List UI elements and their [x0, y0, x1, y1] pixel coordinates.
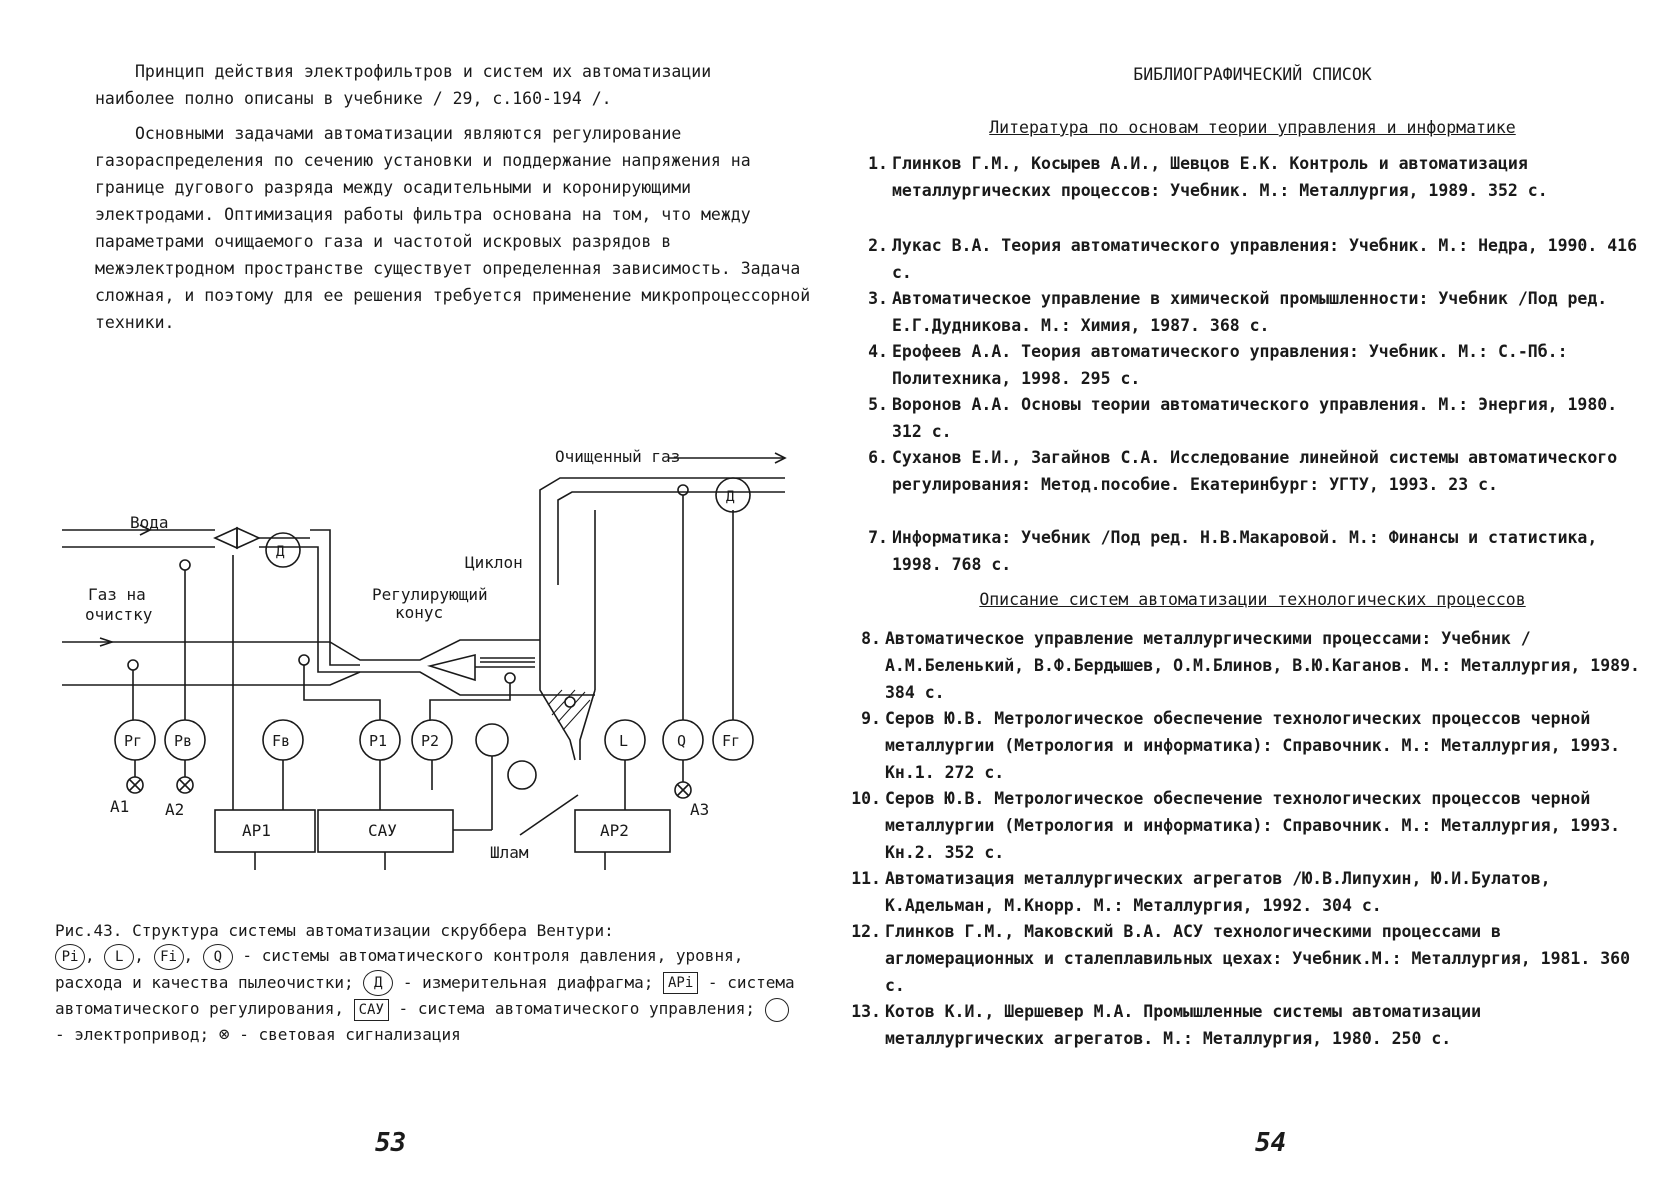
bib-entry-5	[868, 391, 1652, 445]
bib-entry-8	[861, 625, 1645, 706]
entry-number: 8.	[861, 629, 881, 648]
regulator-symbol: APi	[663, 972, 698, 994]
bib-entry-1	[868, 150, 1652, 204]
flow-symbol: Fi	[154, 944, 184, 970]
label-cone-2: конус	[395, 603, 444, 622]
quality-symbol: Q	[203, 944, 233, 970]
entry-text: Котов К.И., Шершевер М.А. Промышленные системы автоматизации металлургических агрегатов. М.: Металлургия, 1980. 250 с.	[885, 1002, 1482, 1048]
caption-text-5: - электропривод;	[55, 1024, 210, 1044]
bib-entry-10	[851, 785, 1645, 866]
caption-body: Pi , L , Fi , Q - системы автоматического контроля давления, уровня, расхода и качества пылеочистки; Д - измерительная диафрагма; APi - система автоматического регулирования, САУ - система автоматического управления; - электропривод; ⊗ - световая сигнализация	[55, 943, 795, 1047]
label-pg: Pг	[124, 732, 143, 750]
label-gas-in-1: Газ на	[88, 585, 146, 604]
entry-number: 10.	[851, 789, 881, 808]
venturi-scrubber-diagram	[0, 0, 820, 880]
section-systems-title: Описание систем автоматизации технологических процессов	[979, 590, 1526, 609]
label-q: Q	[677, 732, 687, 750]
entry-text: Суханов Е.И., Загайнов С.А. Исследование линейной системы автоматического регулирования: Метод.пособие. Екатеринбург: УГТУ, 1993. 23 с.	[892, 448, 1618, 494]
label-d2: Д	[726, 489, 735, 505]
entry-number: 12.	[851, 922, 881, 941]
page-number-right: 54	[1255, 1128, 1287, 1158]
pressure-symbol: Pi	[55, 944, 85, 970]
left-page	[0, 0, 820, 1195]
label-a3: A3	[690, 800, 710, 819]
bibliography-title: БИБЛИОГРАФИЧЕСКИЙ СПИСОК	[1133, 65, 1372, 84]
bib-entry-3	[868, 285, 1652, 339]
label-ar2: AP2	[600, 821, 629, 840]
label-pv: Pв	[174, 732, 193, 750]
entry-text: Автоматическое управление в химической промышленности: Учебник /Под ред. Е.Г.Дудникова. М.: Химия, 1987. 368 с.	[892, 289, 1608, 335]
bib-entry-11	[851, 865, 1645, 919]
bib-entry-9	[861, 705, 1645, 786]
label-clean-gas: Очищенный газ	[555, 447, 681, 466]
label-sau: САУ	[368, 821, 397, 840]
entry-number: 2.	[868, 236, 888, 255]
figure-caption	[55, 918, 795, 1047]
entry-number: 4.	[868, 342, 888, 361]
entry-text: Серов Ю.В. Метрологическое обеспечение технологических процессов черной металлургии (Метрология и информатика): Справочник. М.: Металлургия, 1993. Кн.1. 272 с.	[885, 709, 1621, 782]
label-p1: P1	[369, 732, 388, 750]
label-sludge: Шлам	[490, 843, 529, 862]
entry-number: 11.	[851, 869, 881, 888]
bib-entry-7	[868, 524, 1652, 578]
bib-entry-4	[868, 338, 1652, 392]
label-ar1: AP1	[242, 821, 271, 840]
label-gas-in-2: очистку	[85, 605, 153, 624]
diaphragm-symbol: Д	[363, 970, 393, 996]
entry-text: Воронов А.А. Основы теории автоматического управления. М.: Энергия, 1980. 312 с.	[892, 395, 1618, 441]
bib-entry-6	[868, 444, 1652, 498]
entry-number: 5.	[868, 395, 888, 414]
intro-paragraph: Принцип действия электрофильтров и систем их автоматизации наиболее полно описаны в учебнике / 29, с.160-194 /.	[95, 62, 722, 108]
entry-number: 3.	[868, 289, 888, 308]
entry-number: 7.	[868, 528, 888, 547]
label-cone-1: Регулирующий	[372, 585, 488, 604]
caption-text-4: - система автоматического управления;	[388, 999, 755, 1018]
label-a1: A1	[110, 797, 130, 816]
entry-number: 13.	[851, 1002, 881, 1021]
bib-entry-2	[868, 232, 1652, 286]
entry-text: Автоматизация металлургических агрегатов /Ю.В.Липухин, Ю.И.Булатов, К.Адельман, М.Кнорр. М.: Металлургия, 1992. 304 с.	[885, 869, 1551, 915]
label-fg: Fг	[722, 732, 741, 750]
entry-number: 1.	[868, 154, 888, 173]
entry-text: Лукас В.А. Теория автоматического управления: Учебник. М.: Недра, 1990. 416 с.	[892, 236, 1638, 282]
label-cyclone: Циклон	[465, 553, 523, 572]
entry-number: 9.	[861, 709, 881, 728]
entry-text: Автоматическое управление металлургическими процессами: Учебник /А.М.Беленький, В.Ф.Бердышев, О.М.Блинов, В.Ю.Каганов. М.: Металлургия, 1989. 384 с.	[885, 629, 1640, 702]
caption-text-6: - световая сигнализация	[229, 1024, 461, 1044]
caption-text-2: - измерительная диафрагма;	[393, 972, 654, 992]
entry-text: Серов Ю.В. Метрологическое обеспечение технологических процессов черной металлургии (Метрология и информатика): Справочник. М.: Металлургия, 1993. Кн.2. 352 с.	[885, 789, 1621, 862]
label-d1: Д	[276, 544, 285, 560]
section-theory-title: Литература по основам теории управления и информатике	[989, 118, 1516, 137]
entry-text: Информатика: Учебник /Под ред. Н.В.Макаровой. М.: Финансы и статистика, 1998. 768 с.	[892, 528, 1598, 574]
right-page	[835, 0, 1670, 1195]
caption-text-1: - системы автоматического контроля давления, уровня, расхода и качества пылеочистки;	[55, 946, 744, 992]
level-symbol: L	[104, 944, 134, 970]
entry-text: Ерофеев А.А. Теория автоматического управления: Учебник. М.: С.-Пб.: Политехника, 1998. 295 с.	[892, 342, 1568, 388]
lamp-icon: ⊗	[218, 1023, 230, 1045]
drive-icon	[765, 998, 789, 1022]
bib-entry-12	[851, 918, 1645, 999]
label-p2: P2	[421, 732, 440, 750]
label-water: Вода	[130, 513, 169, 532]
page-number-left: 53	[375, 1128, 407, 1158]
entry-text: Глинков Г.М., Косырев А.И., Шевцов Е.К. Контроль и автоматизация металлургических процессов: Учебник. М.: Металлургия, 1989. 352 с.	[892, 154, 1548, 200]
label-l: L	[619, 732, 629, 750]
label-fv: Fв	[272, 732, 291, 750]
label-a2: A2	[165, 800, 185, 819]
caption-text-3: - система автоматического регулирования,	[55, 972, 795, 1018]
caption-title: Рис.43. Структура системы автоматизации скруббера Вентури:	[55, 921, 614, 940]
entry-number: 6.	[868, 448, 888, 467]
bib-entry-13	[851, 998, 1645, 1052]
control-system-symbol: САУ	[354, 999, 389, 1021]
entry-text: Глинков Г.М., Маковский В.А. АСУ технологическими процессами в агломерационных и сталеплавильных цехах: Учебник.М.: Металлургия, 1981. 360 с.	[885, 922, 1631, 995]
tasks-paragraph: Основными задачами автоматизации являются регулирование газораспределения по сечению установки и поддержание напряжения на границе дугового разряда между осадительными и коронирующими электродами. Оптимизация работы фильтра основана на том, что между параметрами очищаемого газа и частотой искровых разрядов в межэлектродном пространстве существует определенная зависимость. Задача сложная, и поэтому для ее решения требуется применение микропроцессорной техники.	[95, 124, 821, 332]
